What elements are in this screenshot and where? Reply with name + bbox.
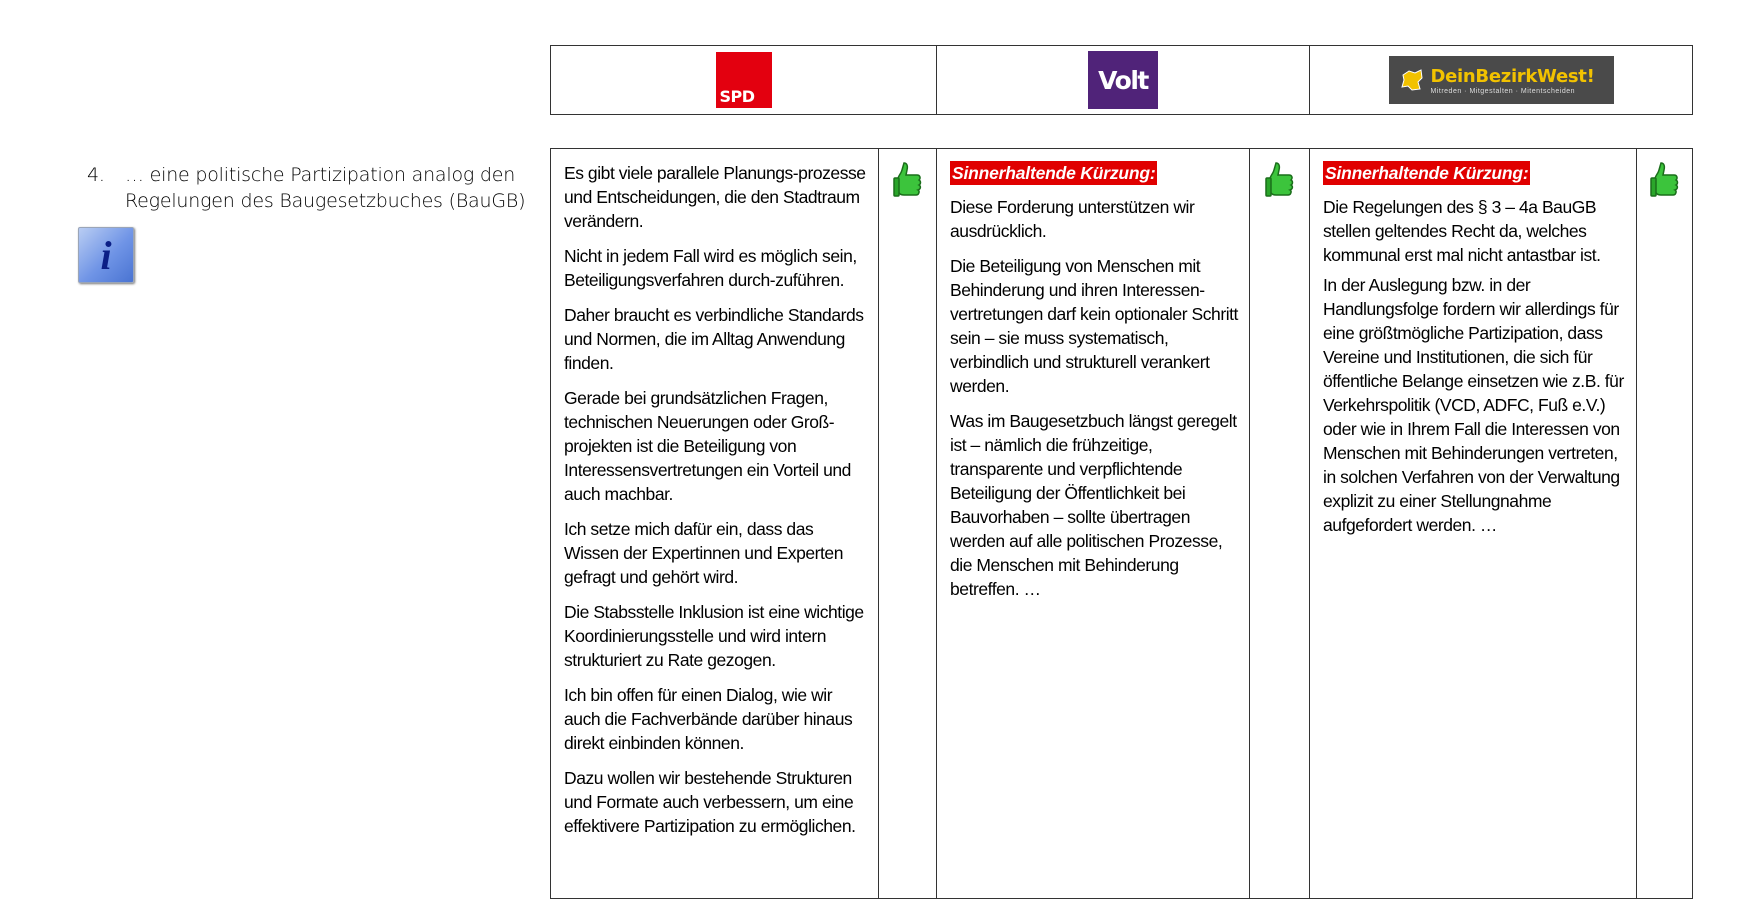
question-item: [87, 162, 527, 214]
volt-logo: [1088, 51, 1158, 109]
dbw-logo: [1389, 56, 1614, 104]
spd-paragraph: Ich setze mich dafür ein, dass das Wissen der Expertinnen und Experten gefragt und gehört wird.: [564, 519, 843, 587]
dbw-answer: [1309, 149, 1636, 898]
volt-logo-cell: [936, 46, 1309, 114]
thumbs-up-icon: [1649, 161, 1681, 205]
thumbs-up-icon: [1264, 161, 1296, 205]
answers-table: [550, 148, 1693, 899]
info-icon[interactable]: i: [78, 227, 134, 283]
question-number: 4.: [87, 164, 105, 186]
dbw-rating-cell: [1636, 149, 1692, 898]
volt-paragraph: Diese Forderung unterstützen wir ausdrücklich.: [950, 197, 1195, 241]
spd-logo-text: SPD: [719, 87, 755, 106]
dbw-paragraph: In der Auslegung bzw. in der Handlungsfolge fordern wir allerdings für eine größtmögliche Partizipation, dass Vereine und Institutionen, die sich für öffentliche Belange einsetzen wie z.B. für Verkehrspolitik (VCD, ADFC, Fuß e.V.) oder wie in Ihrem Fall die Interessen von Menschen mit Behinderungen vertreten, in solchen Verfahren von der Verwaltung explizit zu einer Stellungnahme aufgefordert werden. …: [1323, 275, 1624, 535]
spd-paragraph: Nicht in jedem Fall wird es möglich sein, Beteiligungsverfahren durch-zuführen.: [564, 246, 857, 290]
spd-paragraph: Ich bin offen für einen Dialog, wie wir auch die Fachverbände darüber hinaus direkt einbinden können.: [564, 685, 853, 753]
thumbs-up-icon: [892, 161, 924, 205]
spd-logo-cell: [551, 46, 936, 114]
dbw-logo-subtitle: Mitreden · Mitgestalten · Mitentscheiden: [1430, 87, 1575, 95]
volt-answer: [936, 149, 1249, 898]
spd-paragraph: Dazu wollen wir bestehende Strukturen und Formate auch verbessern, um eine effektivere Partizipation zu ermöglichen.: [564, 768, 856, 836]
abbreviation-note: Sinnerhaltende Kürzung:: [1325, 163, 1529, 183]
district-map-icon: [1399, 67, 1425, 93]
volt-logo-text: Volt: [1098, 65, 1148, 95]
party-logo-header: [550, 45, 1693, 115]
volt-paragraph: Was im Baugesetzbuch längst geregelt ist – nämlich die frühzeitige, transparente und verpflichtende Beteiligung der Öffentlichkeit bei Bauvorhaben – sollte übertragen werden auf alle politischen Prozesse, die Menschen mit Behinderung betreffen. …: [950, 411, 1237, 599]
dbw-logo-cell: [1309, 46, 1692, 114]
spd-logo: [716, 52, 772, 108]
dbw-paragraph: Die Regelungen des § 3 – 4a BauGB stellen geltendes Recht da, welches kommunal erst mal nicht antastbar ist.: [1323, 197, 1601, 265]
spd-paragraph: Die Stabsstelle Inklusion ist eine wichtige Koordinierungsstelle und wird intern strukturiert zu Rate gezogen.: [564, 602, 864, 670]
spd-paragraph: Gerade bei grundsätzlichen Fragen, technischen Neuerungen oder Groß-projekten ist die Beteiligung von Interessensvertretungen ein Vorteil und auch machbar.: [564, 388, 851, 504]
dbw-logo-title: DeinBezirkWest!: [1430, 65, 1595, 87]
question-text: … eine politische Partizipation analog den Regelungen des Baugesetzbuches (BauGB): [125, 164, 526, 212]
spd-rating-cell: [878, 149, 936, 898]
abbreviation-note: Sinnerhaltende Kürzung:: [952, 163, 1156, 183]
spd-paragraph: Daher braucht es verbindliche Standards und Normen, die im Alltag Anwendung finden.: [564, 305, 864, 373]
volt-paragraph: Die Beteiligung von Menschen mit Behinderung und ihren Interessen-vertretungen darf kein optionaler Schritt sein – sie muss systematisch, verbindlich und strukturell verankert werden.: [950, 256, 1238, 396]
spd-answer: [551, 149, 878, 898]
volt-rating-cell: [1249, 149, 1309, 898]
spd-paragraph: Es gibt viele parallele Planungs-prozesse und Entscheidungen, die den Stadtraum verändern.: [564, 163, 866, 231]
